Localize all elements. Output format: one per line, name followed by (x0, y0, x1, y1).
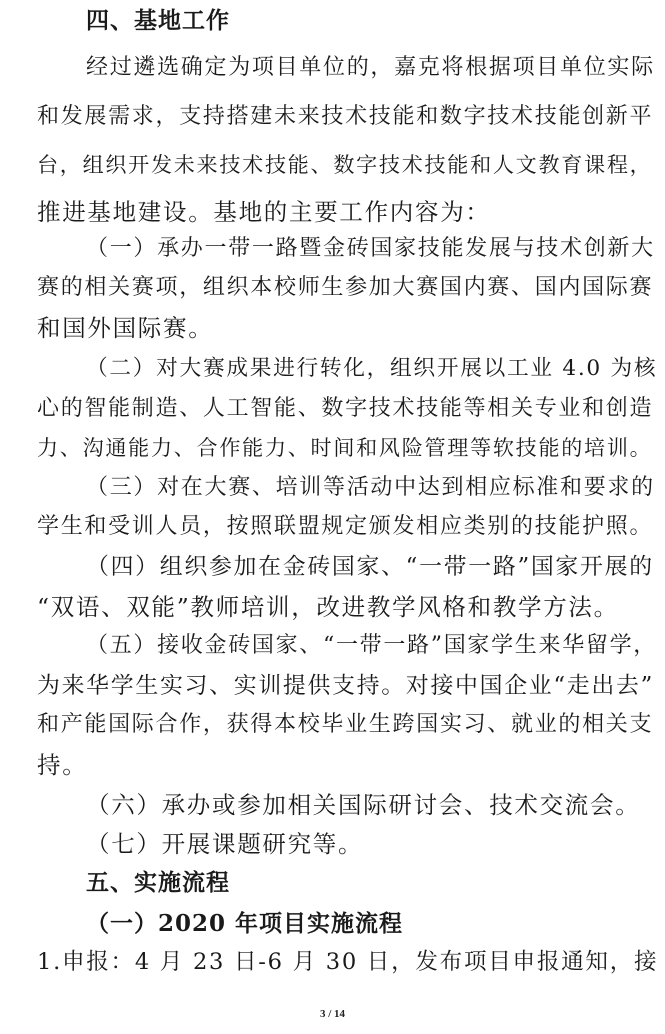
paragraph-line: 台，组织开发未来技术技能、数字技术技能和人文教育课程， (37, 152, 653, 177)
paragraph-line: 推进基地建设。基地的主要工作内容为： (37, 198, 491, 226)
list-item-3-line: 学生和受训人员，按照联盟规定颁发相应类别的技能护照。 (37, 514, 654, 539)
list-item-5-line: （五）接收金砖国家、“一带一路”国家学生来华留学， (86, 633, 657, 658)
list-item-5-line: 为来华学生实习、实训提供支持。对接中国企业“走出去” (37, 673, 654, 699)
list-item-2-line: 心的智能制造、人工智能、数字技术技能等相关专业和创造 (37, 396, 654, 421)
list-item-6: （六）承办或参加相关国际研讨会、技术交流会。 (86, 791, 641, 819)
list-item-4-line: “双语、双能”教师培训，改进教学风格和教学方法。 (37, 593, 619, 621)
list-item-1-line: 赛的相关赛项，组织本校师生参加大赛国内赛、国内国际赛 (37, 275, 654, 300)
list-item-3-line: （三）对在大赛、培训等活动中达到相应标准和要求的 (86, 475, 655, 500)
subsection-heading-2020: （一）2020 年项目实施流程 (86, 910, 404, 937)
list-item-2-line: （二）对大赛成果进行转化，组织开展以工业 4.0 为核 (86, 356, 658, 381)
section-heading-base-work: 四、基地工作 (86, 8, 230, 34)
step-1-line: 1.申报：4 月 23 日-6 月 30 日，发布项目申报通知，接 (37, 949, 659, 975)
section-heading-process: 五、实施流程 (86, 870, 230, 896)
list-item-4-line: （四）组织参加在金砖国家、“一带一路”国家开展的 (86, 554, 654, 580)
list-item-1-line: （一）承办一带一路暨金砖国家技能发展与技术创新大 (86, 236, 655, 261)
paragraph-line: 经过遴选确定为项目单位的，嘉克将根据项目单位实际 (86, 55, 655, 80)
list-item-1-line: 和国外国际赛。 (37, 314, 214, 342)
list-item-5-line: 持。 (37, 751, 88, 779)
list-item-7: （七）开展课题研究等。 (86, 830, 364, 858)
page-number: 3 / 14 (319, 1008, 346, 1020)
list-item-2-line: 力、沟通能力、合作能力、时间和风险管理等软技能的培训。 (37, 435, 653, 460)
paragraph-line: 和发展需求，支持搭建未来技术技能和数字技术技能创新平 (37, 104, 654, 129)
list-item-5-line: 和产能国际合作，获得本校毕业生跨国实习、就业的相关支 (37, 712, 654, 737)
